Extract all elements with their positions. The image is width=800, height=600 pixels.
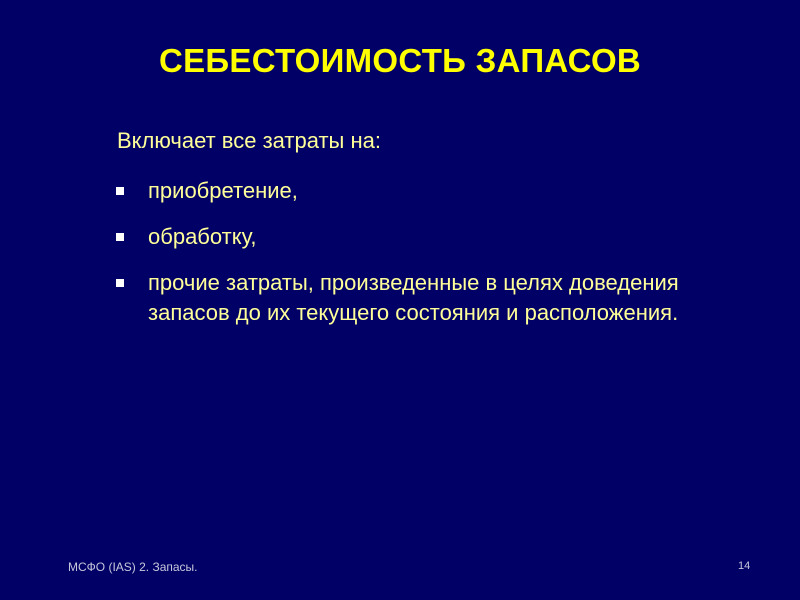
square-bullet-icon [116, 187, 124, 195]
page-number: 14 [738, 560, 751, 572]
intro-text: Включает все затраты на: [117, 128, 381, 153]
slide-title: СЕБЕСТОИМОСТЬ ЗАПАСОВ [158, 42, 642, 79]
bullet-list [112, 176, 752, 344]
bullet-text: прочие затраты, произведенные в целях доведения запасов до их текущего состояния и расположения. [148, 270, 679, 325]
bullet-item [112, 222, 752, 252]
bullet-item [112, 176, 752, 206]
bullet-item [112, 268, 752, 328]
footer-caption: МСФО (IAS) 2. Запасы. [68, 560, 198, 574]
square-bullet-icon [116, 233, 124, 241]
bullet-text: приобретение, [148, 178, 298, 203]
square-bullet-icon [116, 279, 124, 287]
bullet-text: обработку, [148, 224, 257, 249]
